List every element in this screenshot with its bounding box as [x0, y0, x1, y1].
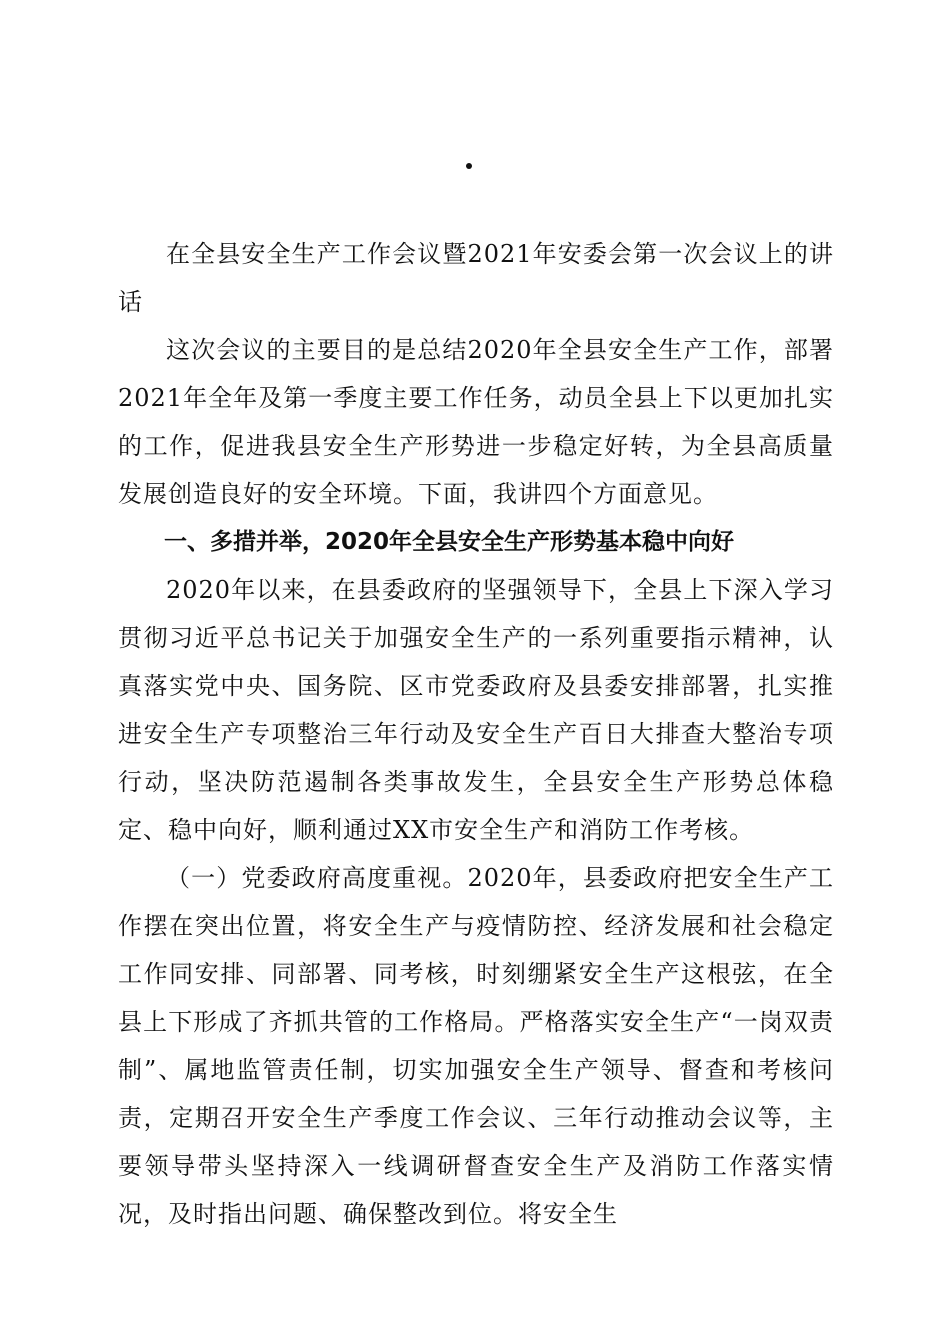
- intro-paragraph: 这次会议的主要目的是总结2020年全县安全生产工作，部署2021年全年及第一季度主要工作任务，动员全县上下以更加扎实的工作，促进我县安全生产形势进一步稳定好转，为全县高质量发展创造良好的安全环境。下面，我讲四个方面意见。: [118, 336, 834, 508]
- section-1-paragraph: 2020年以来，在县委政府的坚强领导下，全县上下深入学习贯彻习近平总书记关于加强安全生产的一系列重要指示精神，认真落实党中央、国务院、区市党委政府及县委安排部署，扎实推进安全生产专项整治三年行动及安全生产百日大排查大整治专项行动，坚决防范遏制各类事故发生，全县安全生产形势总体稳定、稳中向好，顺利通过XX市安全生产和消防工作考核。: [118, 576, 834, 844]
- section-heading-1: 一、多措并举，2020年全县安全生产形势基本稳中向好: [164, 529, 735, 555]
- speech-title: 在全县安全生产工作会议暨2021年安委会第一次会议上的讲话: [118, 240, 834, 316]
- document-body: [118, 230, 834, 1238]
- subsection-1-paragraph: （一）党委政府高度重视。2020年，县委政府把安全生产工作摆在突出位置，将安全生产与疫情防控、经济发展和社会稳定工作同安排、同部署、同考核，时刻绷紧安全生产这根弦，在全县上下形成了齐抓共管的工作格局。严格落实安全生产“一岗双责制”、属地监管责任制，切实加强安全生产领导、督查和考核问责，定期召开安全生产季度工作会议、三年行动推动会议等，主要领导带头坚持深入一线调研督查安全生产及消防工作落实情况，及时指出问题、确保整改到位。将安全生: [118, 864, 834, 1228]
- header-dot: [466, 163, 472, 169]
